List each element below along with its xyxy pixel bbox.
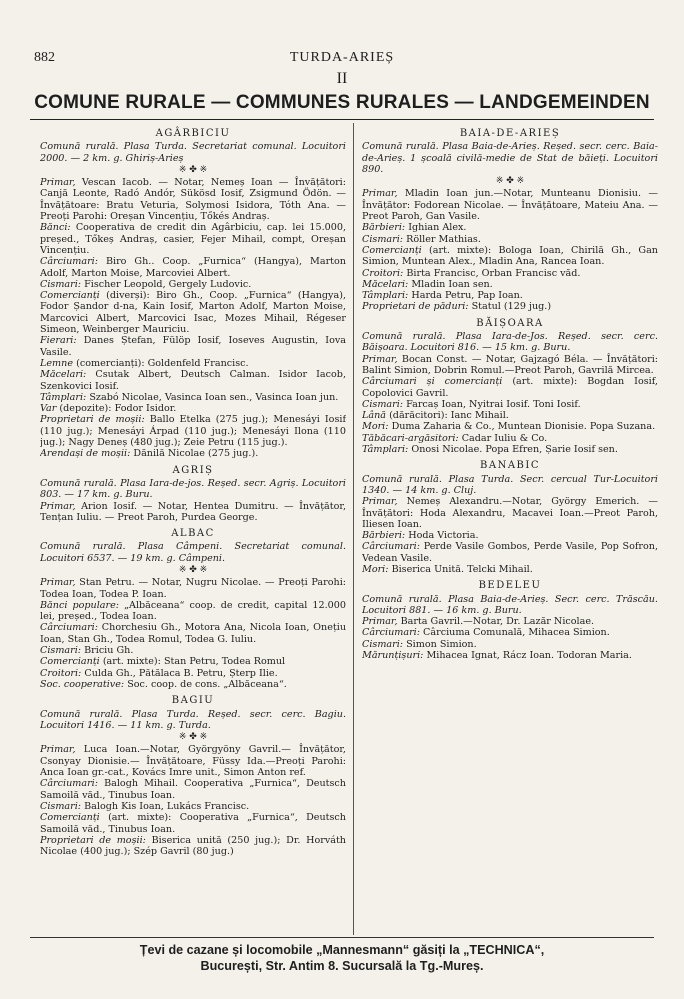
line-label: Tâmplari: xyxy=(40,391,87,403)
entry-line xyxy=(362,376,658,399)
line-text: Culda Gh., Pătălaca B. Petru, Șterp Ilie. xyxy=(84,667,278,679)
line-text: Chorchesiu Gh., Motora Ana, Nicola Ioan, Onețiu Ioan, Stan Gh., Todea Romul, Todea G. Iuliu. xyxy=(40,622,346,645)
entry-line xyxy=(362,399,658,410)
entry-line xyxy=(362,530,658,541)
line-text: Briciu Gh. xyxy=(84,645,134,657)
line-text: Perde Vasile Gombos, Perde Vasile, Pop Sofron, Vedean Vasile. xyxy=(362,541,658,564)
entry-line xyxy=(40,448,346,459)
line-text: Mladin Ioan sen. xyxy=(411,278,493,290)
line-label: Comercianți xyxy=(362,244,422,256)
line-label: Proprietari de moșii: xyxy=(40,414,145,426)
line-label: Cârciumari: xyxy=(40,256,98,268)
entry-line xyxy=(362,410,658,421)
entry-name: BAGIU xyxy=(171,695,215,707)
entry-line xyxy=(362,245,658,268)
entry-name: AGÂRBICIU xyxy=(155,128,231,139)
entry-line xyxy=(40,600,346,623)
page-header xyxy=(30,50,654,68)
entry-lines xyxy=(40,501,346,524)
line-label: Primar, xyxy=(362,616,398,628)
line-label: Cismari: xyxy=(362,638,404,650)
entry-line xyxy=(40,622,346,645)
entry-line xyxy=(40,279,346,290)
line-text: Balogh Mihail. Cooperativa „Furnica“, Deutsch Samoilă văd., Tinubus Ioan. xyxy=(40,778,346,801)
entry-line xyxy=(40,668,346,679)
line-text: Szabó Nicolae, Vasinca Ioan sen., Vasinca Ioan jun. xyxy=(89,391,339,403)
line-text: Csutak Albert, Deutsch Calman. Isidor Iacob, Szenkovici Iosif. xyxy=(40,369,346,392)
line-label: Mori: xyxy=(362,421,389,433)
line-label: Cismari: xyxy=(40,645,82,657)
line-label: Comercianți xyxy=(40,656,100,668)
line-text: Nemeș Alexandru.—Notar, György Emerich. — Învățători: Hoda Alexandru, Macavei Ioan.—Preot Paroh, Iliesen Ioan. xyxy=(362,496,658,530)
line-text: Soc. coop. de cons. „Albăceana“. xyxy=(127,678,287,690)
entry-line xyxy=(40,392,346,403)
entry-lines xyxy=(362,616,658,661)
entry-line xyxy=(362,564,658,575)
line-label: Cârciumari: xyxy=(40,778,98,790)
line-label: Primar, xyxy=(40,500,76,512)
entry-line xyxy=(362,627,658,638)
entry-line xyxy=(40,645,346,656)
entry-line xyxy=(40,835,346,858)
entry-line xyxy=(362,279,658,290)
entry-line xyxy=(40,778,346,801)
entry-line xyxy=(40,403,346,414)
entry-name: BĂIȘOARA xyxy=(476,317,544,329)
entry-line xyxy=(362,433,658,444)
entry-agarbiciu xyxy=(40,128,346,460)
line-label: Măcelari: xyxy=(362,278,409,290)
entry-name: BEDELEU xyxy=(478,580,542,592)
line-text: Cârciuma Comunală, Mihacea Simion. xyxy=(423,627,610,639)
entry-info: Comună rurală. Plasa Iara-de-Jos. Reșed. secr. cerc. Băișoara. Locuitori 816. — 15 km. g. Buru. xyxy=(362,331,658,354)
line-text: Mihacea Ignat, Rácz Ioan. Todoran Maria. xyxy=(426,650,632,662)
entry-line xyxy=(362,188,658,222)
entry-banabic xyxy=(362,460,658,575)
entry-line xyxy=(40,744,346,778)
line-label: Bărbieri: xyxy=(362,530,406,542)
running-title: TURDA-ARIEȘ xyxy=(289,50,395,65)
entry-line xyxy=(362,222,658,233)
entry-name: AGRIȘ xyxy=(172,464,214,476)
line-text: Cadar Iuliu & Co. xyxy=(461,432,548,444)
line-text: Fischer Leopold, Gergely Ludovic. xyxy=(84,278,252,290)
line-text: „Albăceana“ coop. de credit, capital 12.000 lei, președ., Todea Ioan. xyxy=(40,599,346,623)
line-text: Farcaș Ioan, Nyitrai Iosif. Toni Iosif. xyxy=(406,398,581,410)
line-label: Cismari: xyxy=(362,233,404,245)
line-label: Tâmplari: xyxy=(362,444,409,456)
entry-line xyxy=(40,656,346,667)
line-label: Cârciumari: xyxy=(40,622,98,634)
entry-info: Comună rurală. Plasa Turda. Reșed. secr. cerc. Bagiu. Locuitori 1416. — 11 km. g. Turda. xyxy=(40,708,346,731)
title-rule xyxy=(30,119,654,120)
entry-line xyxy=(362,421,658,432)
line-label: Proprietari de moșii: xyxy=(40,834,146,846)
entry-name: BAIA-DE-ARIEȘ xyxy=(459,128,561,139)
line-label: Primar, xyxy=(362,353,398,365)
line-label: Tâmplari: xyxy=(362,290,409,302)
line-text: (dărăcitori): Ianc Mihail. xyxy=(389,410,509,422)
line-text: Barta Gavril.—Notar, Dr. Lazăr Nicolae. xyxy=(400,616,595,628)
line-label: Mărunțișuri: xyxy=(362,650,424,662)
line-text: Duma Zaharia & Co., Muntean Dionisie. Popa Suzana. xyxy=(391,421,656,433)
line-label: Var xyxy=(40,403,57,415)
line-text: Danes Ștefan, Fülöp Iosif, Ioseves Augustin, Iova Vasile. xyxy=(40,335,346,358)
entry-line xyxy=(362,354,658,377)
line-text: Stan Petru. — Notar, Nugru Nicolae. — Preoți Parohi: Todea Ioan, Todea P. Ioan. xyxy=(40,577,346,600)
entry-line xyxy=(40,501,346,524)
entry-line xyxy=(40,577,346,600)
entry-bagiu xyxy=(40,695,346,857)
line-text: (art. mixte): Cooperativa „Furnica“, Deutsch Samoilă văd., Tinubus Ioan. xyxy=(40,812,346,835)
line-text: Simon Simion. xyxy=(406,638,477,650)
entry-info: Comună rurală. Plasa Baia-de-Arieș. Secr. cerc. Trăscău. Locuitori 881. — 16 km. g. Buru. xyxy=(362,593,658,616)
footer-line-1: Țevi de cazane și locomobile „Mannesmann“ găsiți la „TECHNICA“, xyxy=(139,943,545,957)
entry-lines xyxy=(362,188,658,312)
entry-line xyxy=(40,812,346,835)
line-label: Cârciumari: xyxy=(362,627,420,639)
line-text: Arion Iosif. — Notar, Hentea Dumitru. — Învățător, Tențan Iuliu. — Preot Paroh, Purdea George. xyxy=(40,500,346,523)
right-column xyxy=(362,123,658,935)
line-label: Soc. cooperative: xyxy=(40,678,125,690)
entry-info: Comună rurală. Plasa Turda. Secr. cercual Tur-Locuitori 1340. — 14 km. g. Cluj. xyxy=(362,473,658,496)
line-text: Biro Gh.. Coop. „Furnica“ (Hangya), Marton Adolf, Marton Moise, Marcoviei Albert. xyxy=(40,256,346,279)
line-text: Harda Petru, Pap Ioan. xyxy=(411,290,523,302)
entry-line xyxy=(362,268,658,279)
line-text: (comercianți): Goldenfeld Francisc. xyxy=(76,357,249,369)
entry-lines xyxy=(40,577,346,690)
line-text: (art. mixte): Stan Petru, Todea Romul xyxy=(102,656,286,668)
line-label: Comercianți xyxy=(40,290,100,302)
entry-line xyxy=(362,234,658,245)
entry-line xyxy=(40,414,346,448)
line-label: Măcelari: xyxy=(40,369,87,381)
entry-line xyxy=(40,358,346,369)
line-label: Proprietari de păduri: xyxy=(362,301,469,313)
line-label: Croitori: xyxy=(40,667,82,679)
line-text: Birta Francisc, Orban Francisc văd. xyxy=(406,267,581,279)
line-label: Cârciumari și comercianți xyxy=(362,376,503,388)
column-divider xyxy=(353,123,354,935)
entry-lines xyxy=(40,744,346,857)
line-text: Biserica unită (250 jug.); Dr. Horváth Nicolae (400 jug.); Szép Gavril (80 jug.) xyxy=(40,834,346,858)
line-label: Arendași de moșii: xyxy=(40,448,131,460)
line-label: Lână xyxy=(362,410,386,422)
line-label: Cismari: xyxy=(40,278,82,290)
line-text: Biserica Unită. Telcki Mihail. xyxy=(391,563,533,575)
entry-albac xyxy=(40,528,346,690)
entry-agris xyxy=(40,465,346,523)
line-text: Balogh Kis Ioan, Lukács Francisc. xyxy=(84,800,250,812)
line-label: Cismari: xyxy=(40,800,82,812)
line-text: Hoda Victoria. xyxy=(408,530,479,542)
line-text: Röller Mathias. xyxy=(406,233,481,245)
line-text: Statul (129 jug.) xyxy=(471,301,552,313)
line-text: Luca Ioan.—Notar, Györgyöny Gavril.— Învățător, Csonyay Dionisie.— Învățătoare, Füssy Ida.—Preoți Parohi: Anca Ioan gr.-cat., Kovács Imre unit., Simon Anton ref. xyxy=(40,744,346,779)
page-number: 882 xyxy=(34,50,55,65)
line-text: (depozite): Fodor Isidor. xyxy=(59,403,177,415)
part-number: II xyxy=(336,70,348,87)
entry-line xyxy=(362,301,658,312)
entry-info: Comună rurală. Plasa Câmpeni. Secretariat comunal. Locuitori 6537. — 19 km. g. Câmpeni. xyxy=(40,541,346,564)
entry-line xyxy=(40,290,346,335)
line-label: Tăbăcari-argăsitori: xyxy=(362,432,459,444)
entry-line xyxy=(40,256,346,279)
entry-line xyxy=(362,639,658,650)
line-label: Primar, xyxy=(362,496,398,508)
line-text: Mladin Ioan jun.—Notar, Munteanu Dionisiu. — Învățător: Fodorean Nicolae. — Învățătoare, Mateiu Ana. — Preot Paroh, Gan Vasile. xyxy=(362,188,658,223)
line-text: Ighian Alex. xyxy=(408,222,467,234)
advertisement-footer xyxy=(30,942,654,974)
entry-baia-de-aries xyxy=(362,128,658,313)
entry-line xyxy=(40,369,346,392)
entry-line xyxy=(362,650,658,661)
line-label: Cârciumari: xyxy=(362,541,420,553)
entry-line xyxy=(40,222,346,256)
entry-line xyxy=(362,616,658,627)
line-label: Lemne xyxy=(40,357,74,369)
line-text: Ballo Etelka (275 jug.); Menesáyi Iosif (110 jug.); Menesáyi Árpad (110 jug.); Menesáyi Ilona (110 jug.); Nagy Deneș (480 jug.); Zeie Petru (115 jug.). xyxy=(40,414,346,449)
line-label: Primar, xyxy=(362,188,398,200)
line-text: Cooperativa de credit din Agârbiciu, cap. lei 15.000, președ., Tőkeș Andraș, casier, Fejer Mihail, compt, Oreșan Vincențiu. xyxy=(40,222,346,256)
entry-line xyxy=(40,335,346,358)
line-text: (art. mixte): Bogdan Iosif, Copolovici Gavril. xyxy=(362,376,658,399)
entry-line xyxy=(40,679,346,690)
entry-baisoara xyxy=(362,318,658,456)
line-label: Comercianți xyxy=(40,812,100,824)
entry-line xyxy=(362,290,658,301)
entry-name: ALBAC xyxy=(171,528,215,540)
line-text: (diverși): Biro Gh., Coop. „Furnica“ (Hangya), Fodor Șandor d-na, Kain Iosif, Marton Adolf, Marton Moise, Marcovici Albert, Marcovici Isac, Mozes Mihail, Régeser Simeon, Weinberger Mauriciu. xyxy=(40,290,346,336)
line-text: Onosi Nicolae. Popa Efren, Șarie Iosif sen. xyxy=(411,444,618,456)
line-text: Bocan Const. — Notar, Gajzagó Béla. — Învățători: Balint Simion, Dobrin Romul.—Preot Paroh, Gavrilă Mircea. xyxy=(362,353,658,376)
line-label: Primar, xyxy=(40,177,76,189)
entry-lines xyxy=(362,354,658,456)
ornament-icon: ※ ✤ ※ xyxy=(178,564,208,575)
entry-bedeleu xyxy=(362,580,658,661)
entry-lines xyxy=(40,177,346,459)
section-title: COMUNE RURALE — COMMUNES RURALES — LANDGEMEINDEN xyxy=(34,92,650,113)
left-column xyxy=(40,123,346,935)
entry-line xyxy=(362,496,658,530)
entry-info: Comună rurală. Plasa Turda. Secretariat comunal. Locuitori 2000. — 2 km. g. Ghiriș-Arieș xyxy=(40,141,346,164)
entry-line xyxy=(362,444,658,455)
entry-line xyxy=(40,177,346,222)
entry-info: Comună rurală. Plasa Iara-de-jos. Reșed. secr. Agriș. Locuitori 803. — 17 km. g. Buru. xyxy=(40,477,346,501)
line-label: Cismari: xyxy=(362,398,404,410)
line-text: Dănilă Nicolae (275 jug.). xyxy=(133,448,259,460)
line-label: Mori: xyxy=(362,563,389,575)
line-text: Vescan Iacob. — Notar, Nemeș Ioan — Învățători: Canjă Leonte, Radó Andór, Sükösd Iosif, Zsigmund Ödön. — Învățătoare: Bratu Veturia, Solymosi Isidora, Tóth Ana. — Preoți Parohi: Oreșan Vincențiu, Tőkés Andraș. xyxy=(40,177,346,223)
entry-line xyxy=(40,801,346,812)
line-label: Fierari: xyxy=(40,335,77,347)
ornament-icon: ※ ✤ ※ xyxy=(495,176,525,187)
ornament-icon: ※ ✤ ※ xyxy=(178,732,208,743)
line-label: Bănci: xyxy=(40,222,71,234)
ornament-icon: ※ ✤ ※ xyxy=(178,164,208,175)
line-label: Bănci populare: xyxy=(40,599,119,611)
line-label: Croitori: xyxy=(362,267,404,279)
line-label: Primar, xyxy=(40,577,76,589)
footer-line-2: București, Str. Antim 8. Sucursală la Tg.-Mureș. xyxy=(200,959,484,973)
line-label: Bărbieri: xyxy=(362,222,406,234)
footer-rule xyxy=(30,937,654,938)
entry-line xyxy=(362,541,658,564)
entry-lines xyxy=(362,496,658,575)
line-label: Primar, xyxy=(40,744,76,756)
entry-name: BANABIC xyxy=(480,460,540,472)
entry-info: Comună rurală. Plasa Baia-de-Arieș. Reșed. secr. cerc. Baia-de-Arieș. 1 școală civilă-medie de Stat de băieți. Locuitori 890. xyxy=(362,141,658,175)
line-text: (art. mixte): Bologa Ioan, Chirilă Gh., Gan Simion, Muntean Alex., Mladin Ana, Rancea Ioan. xyxy=(362,244,658,268)
